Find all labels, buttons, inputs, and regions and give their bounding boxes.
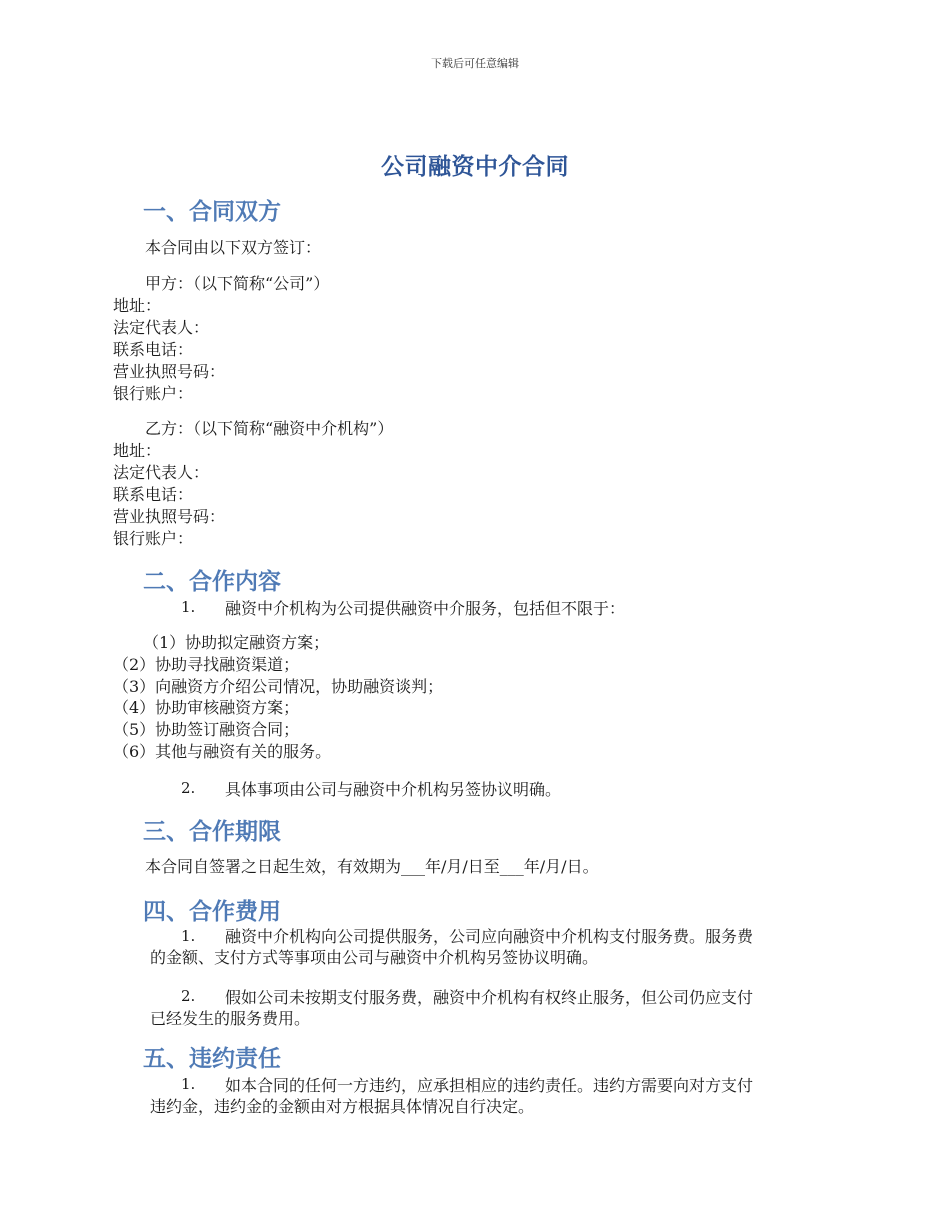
- s2-sub-item-5: （5）协助签订融资合同；: [113, 720, 300, 739]
- party-b-phone: 联系电话：: [113, 485, 194, 504]
- party-b-legal-rep: 法定代表人：: [113, 463, 210, 482]
- party-b-license: 营业执照号码：: [113, 507, 226, 526]
- party-a-legal-rep: 法定代表人：: [113, 318, 210, 337]
- party-a-label: 甲方：（以下简称“公司”）: [145, 274, 330, 293]
- s4-item-1-line-1: 融资中介机构向公司提供服务，公司应向融资中介机构支付服务费。服务费: [225, 927, 754, 946]
- party-a-phone: 联系电话：: [113, 340, 194, 359]
- party-b-bank: 银行账户：: [113, 529, 194, 548]
- s2-sub-item-6: （6）其他与融资有关的服务。: [113, 742, 332, 761]
- party-a-bank: 银行账户：: [113, 384, 194, 403]
- s4-item-1-line-2: 的金额、支付方式等事项由公司与融资中介机构另签协议明确。: [150, 948, 599, 967]
- section-1-heading: 一、合同双方: [143, 199, 281, 225]
- s2-item-2-number: 2.: [181, 779, 196, 797]
- party-b-label: 乙方：（以下简称“融资中介机构”）: [145, 419, 394, 438]
- s2-sub-item-2: （2）协助寻找融资渠道；: [113, 655, 300, 674]
- s2-item-1-number: 1.: [181, 598, 196, 616]
- s4-item-2-number: 2.: [181, 987, 196, 1005]
- party-a-license: 营业执照号码：: [113, 362, 226, 381]
- s4-item-2-line-2: 已经发生的服务费用。: [150, 1009, 311, 1028]
- header-note: 下载后可任意编辑: [431, 57, 519, 70]
- s4-item-2-line-1: 假如公司未按期支付服务费，融资中介机构有权终止服务，但公司仍应支付: [225, 988, 754, 1007]
- section-3-heading: 三、合作期限: [143, 819, 281, 845]
- s2-item-1-text: 融资中介机构为公司提供融资中介服务，包括但不限于：: [225, 599, 626, 618]
- section-4-heading: 四、合作费用: [143, 899, 281, 925]
- s4-item-1-number: 1.: [181, 927, 196, 945]
- s2-sub-item-3: （3）向融资方介绍公司情况，协助融资谈判；: [113, 677, 444, 696]
- document-title: 公司融资中介合同: [381, 154, 569, 180]
- party-b-address: 地址：: [113, 441, 162, 460]
- section-2-heading: 二、合作内容: [143, 569, 281, 595]
- s5-item-1-number: 1.: [181, 1075, 196, 1093]
- s2-item-2-text: 具体事项由公司与融资中介机构另签协议明确。: [225, 780, 562, 799]
- section-1-intro: 本合同由以下双方签订：: [145, 238, 322, 257]
- s3-term-text: 本合同自签署之日起生效，有效期为___年/月/日至___年/月/日。: [145, 857, 599, 876]
- s2-sub-item-4: （4）协助审核融资方案；: [113, 698, 300, 717]
- s5-item-1-line-1: 如本合同的任何一方违约，应承担相应的违约责任。违约方需要向对方支付: [225, 1076, 754, 1095]
- s5-item-1-line-2: 违约金，违约金的金额由对方根据具体情况自行决定。: [150, 1097, 535, 1116]
- section-5-heading: 五、违约责任: [143, 1046, 281, 1072]
- s2-sub-item-1: （1）协助拟定融资方案；: [143, 633, 330, 652]
- party-a-address: 地址：: [113, 296, 162, 315]
